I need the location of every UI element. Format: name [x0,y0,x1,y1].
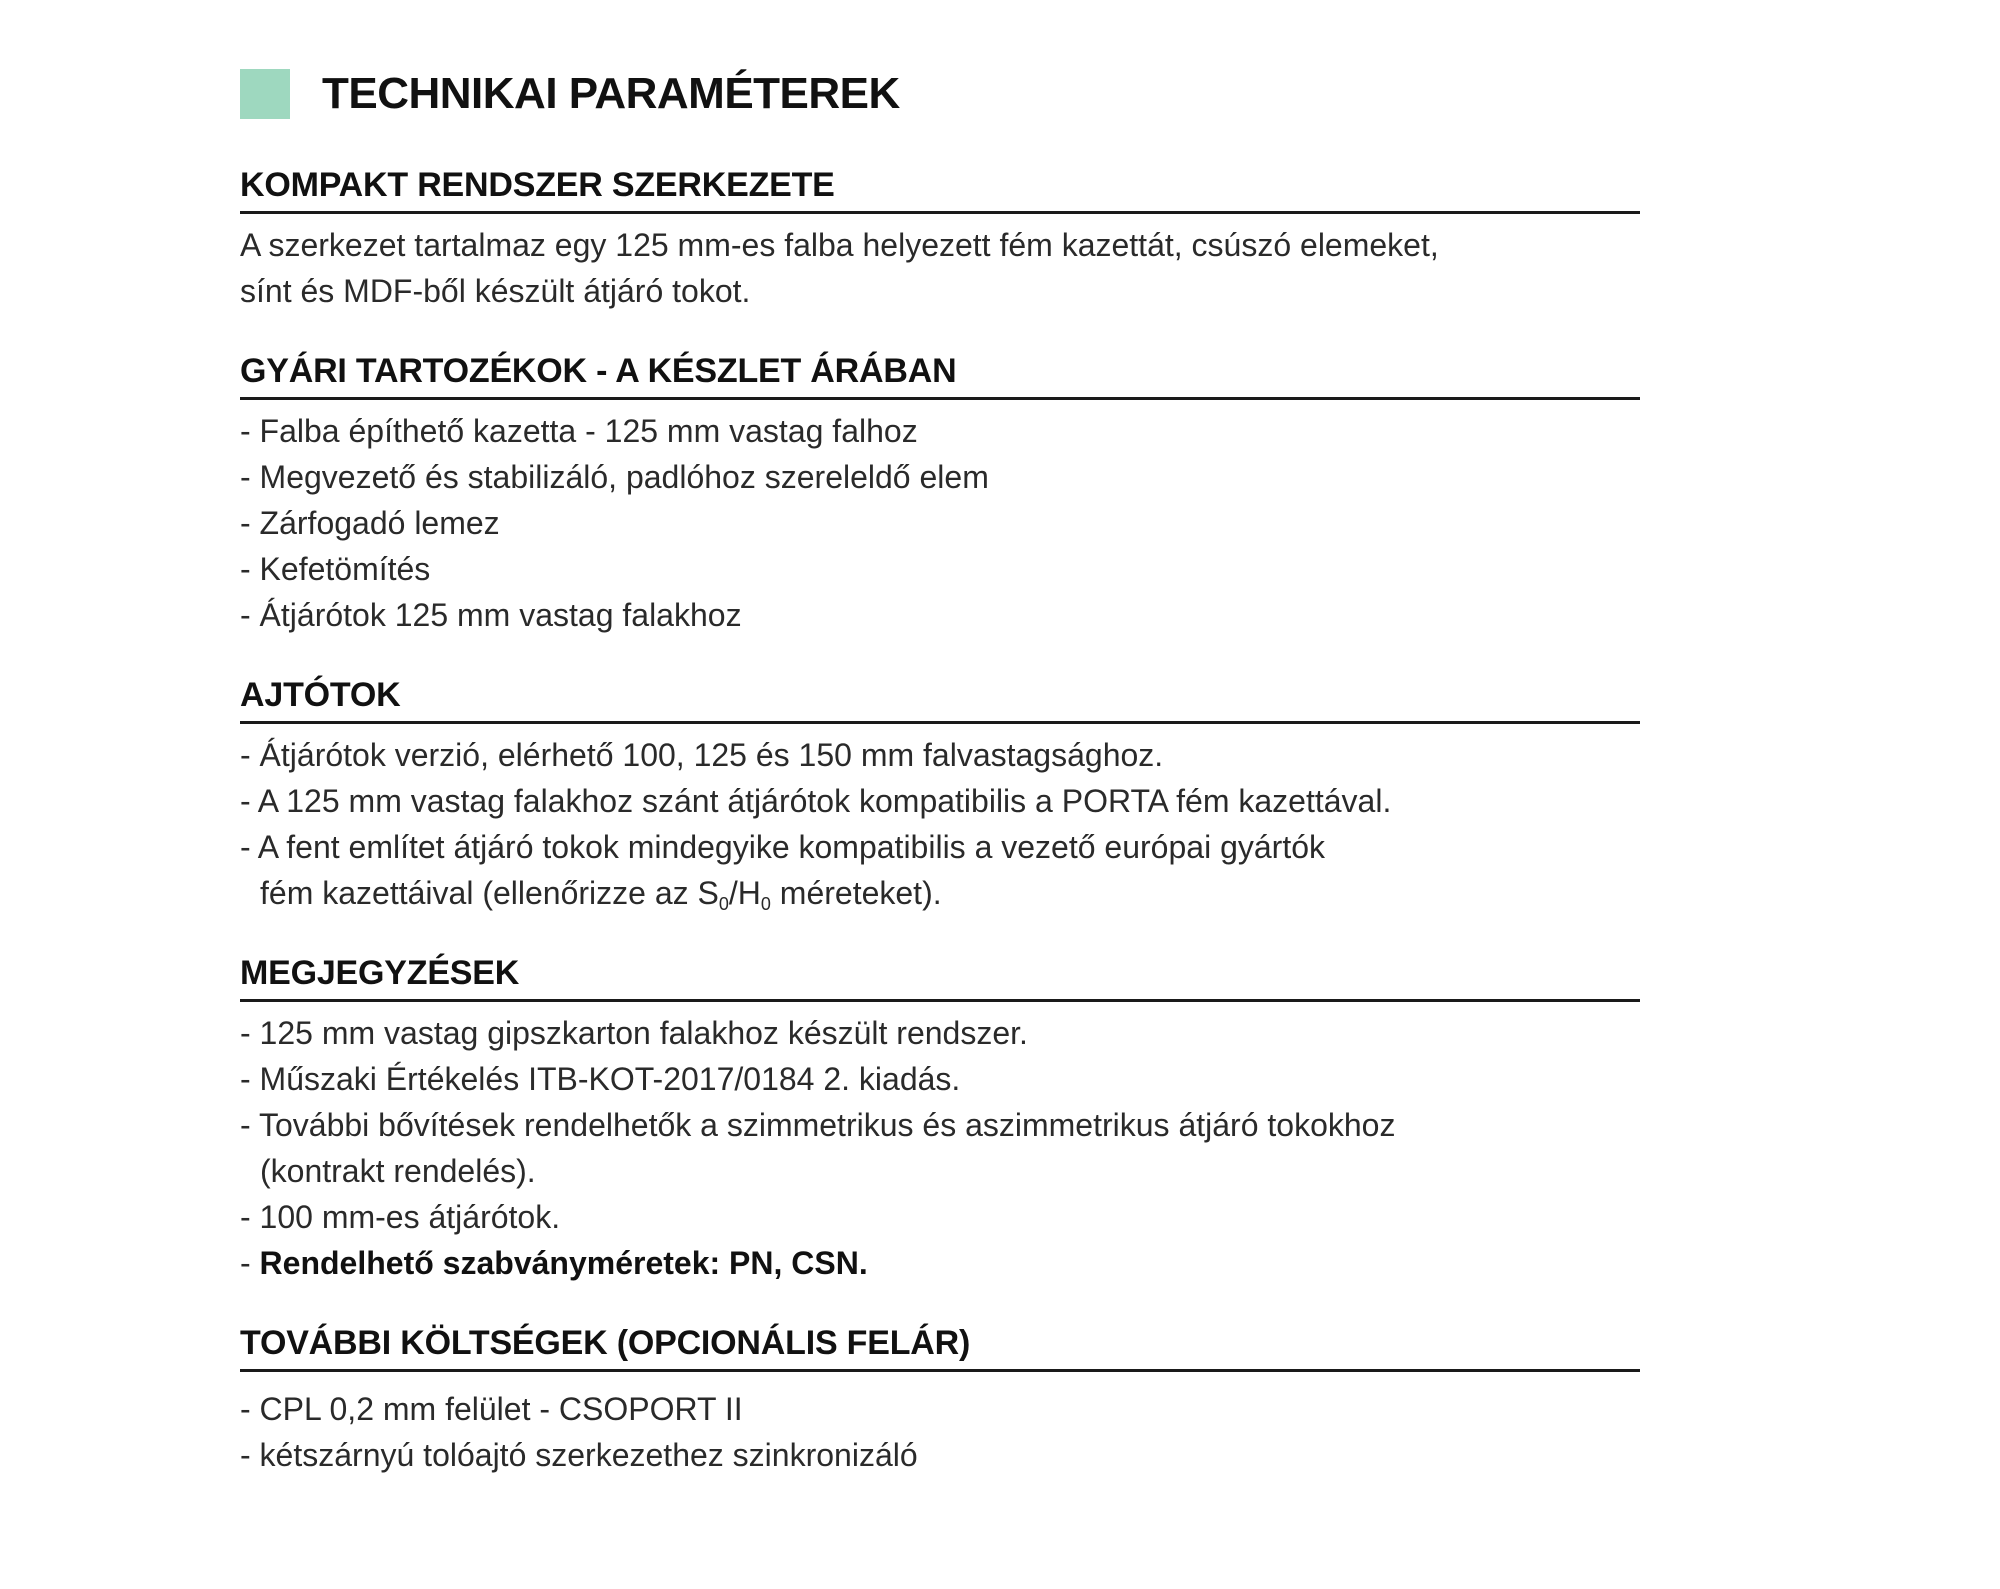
list-item: - CPL 0,2 mm felület - CSOPORT II [240,1391,743,1427]
list-item: - Zárfogadó lemez [240,505,500,541]
section-heading: TOVÁBBI KÖLTSÉGEK (OPCIONÁLIS FELÁR) [240,1324,1640,1372]
list-item: - Műszaki Értékelés ITB-KOT-2017/0184 2. kiadás. [240,1061,961,1097]
list-item: - 100 mm-es átjárótok. [240,1199,561,1235]
section-accessories [240,352,1640,638]
section-heading: GYÁRI TARTOZÉKOK - A KÉSZLET ÁRÁBAN [240,352,1640,400]
text-line: A szerkezet tartalmaz egy 125 mm-es falba helyezett fém kazettát, csúszó elemeket, [240,227,1439,263]
section-body [240,1002,1640,1286]
section-body [240,1372,1640,1478]
list-item: - Falba építhető kazetta - 125 mm vastag falhoz [240,413,918,449]
list-item-continuation: (kontrakt rendelés). [260,1153,536,1189]
list-item: - További bővítések rendelhetők a szimmetrikus és aszimmetrikus átjáró tokokhoz [240,1107,1396,1143]
section-heading: KOMPAKT RENDSZER SZERKEZETE [240,166,1640,214]
section-heading: AJTÓTOK [240,676,1640,724]
document-page [240,70,1640,1478]
text-fragment: /H [728,875,761,911]
bullet-prefix: - [240,1245,260,1281]
list-item: - A 125 mm vastag falakhoz szánt átjárótok kompatibilis a PORTA fém kazettával. [240,783,1392,819]
section-heading: MEGJEGYZÉSEK [240,954,1640,1002]
text-fragment: fém kazettáival (ellenőrizze az S [260,875,719,911]
section-body [240,724,1640,916]
section-structure [240,166,1640,314]
section-body [240,400,1640,638]
list-item: - Átjárótok verzió, elérhető 100, 125 és 150 mm falvastagsághoz. [240,737,1164,773]
subscript: 0 [760,894,771,914]
text-line: sínt és MDF-ből készült átjáró tokot. [240,273,751,309]
section-body [240,214,1640,314]
list-item-bold [240,1240,1640,1286]
list-item: - Megvezető és stabilizáló, padlóhoz szereleldő elem [240,459,989,495]
text-fragment: méreteket). [770,875,942,911]
page-title: TECHNIKAI PARAMÉTEREK [322,69,900,118]
list-item: - A fent említet átjáró tokok mindegyike kompatibilis a vezető európai gyártók [240,829,1325,865]
list-item: - Kefetömítés [240,551,431,587]
list-item: - 125 mm vastag gipszkarton falakhoz készült rendszer. [240,1015,1028,1051]
title-row [240,70,1640,118]
section-extra-costs [240,1324,1640,1478]
subscript: 0 [718,894,729,914]
accent-square-icon [240,69,290,119]
list-item: - kétszárnyú tolóajtó szerkezethez szinkronizáló [240,1437,918,1473]
list-item: - Átjárótok 125 mm vastag falakhoz [240,597,742,633]
bold-text: Rendelhető szabványméretek: PN, CSN. [259,1245,868,1281]
list-item-continuation [240,870,1640,916]
section-door-frame [240,676,1640,916]
section-notes [240,954,1640,1286]
